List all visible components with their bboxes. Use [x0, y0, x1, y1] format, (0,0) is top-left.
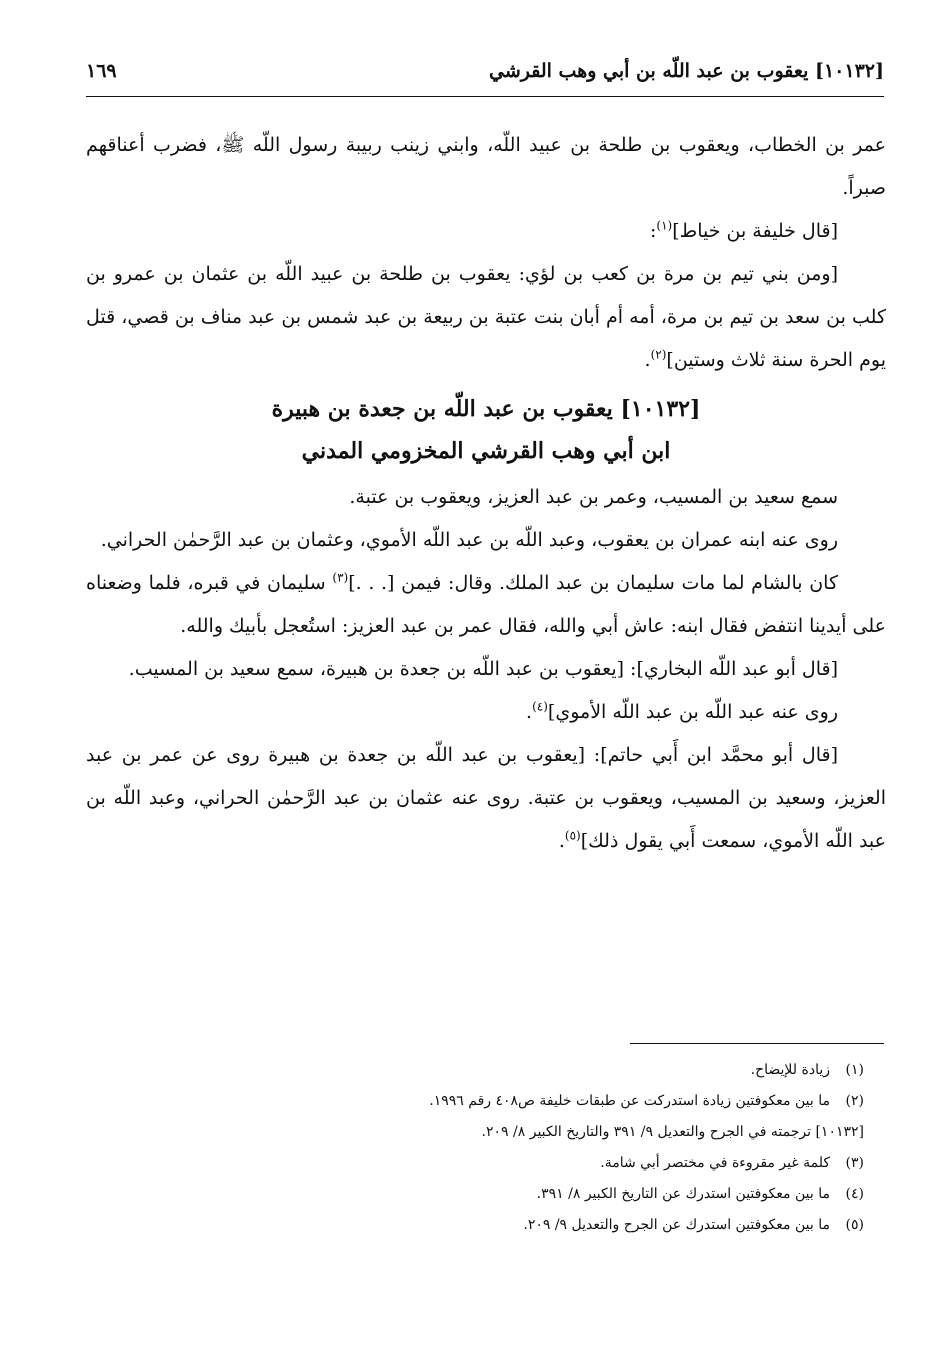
punctuation: .	[558, 830, 565, 852]
footnote-number: (٥)	[845, 1217, 864, 1233]
entry-heading-line-1: [١٠١٣٢] يعقوب بن عبد اللّه بن جعدة بن هبيرة	[271, 396, 701, 422]
quoted-text: [قال أبو محمَّد ابن أَبي حاتم]: [يعقوب بن عبد اللّه بن جعدة بن هبيرة روى عن عمر بن عبد العزيز، وسعيد بن المسيب، ويعقوب بن عتبة. روى عنه عثمان بن عبد الرَّحمٰن الحراني، وعبد اللّه بن عبد اللّه الأموي، سمعت أَبي يقول ذلك]	[86, 744, 886, 852]
paragraph: [قال أبو عبد اللّه البخاري]: [يعقوب بن عبد اللّه بن جعدة بن هبيرة، سمع سعيد بن المسيب.	[128, 658, 838, 680]
running-header	[86, 56, 884, 97]
narrative-text: سليمان في قبره، فلما وضعناه على أيدينا انتفض فقال ابنه: عاش أبي والله، فقال عمر بن عبد العزيز: استُعجل بأبيك والله.	[86, 572, 886, 637]
footnote-separator	[630, 1043, 884, 1044]
paragraph	[86, 210, 886, 253]
narrative-text: كان بالشام لما مات سليمان بن عبد الملك. وقال: فيمن [. . .]	[348, 572, 838, 594]
main-text	[86, 124, 886, 863]
punctuation: .	[644, 349, 651, 371]
footnote-ref: (٢)	[650, 347, 667, 362]
footnote-ref: (٣)	[332, 570, 349, 585]
punctuation: :	[649, 220, 657, 242]
entry-heading	[86, 388, 886, 472]
paragraph	[86, 734, 886, 863]
paragraph: روى عنه ابنه عمران بن يعقوب، وعبد اللّه بن عبد اللّه الأموي، وعثمان بن عبد الرَّحمٰن الحراني.	[100, 529, 838, 551]
footnote-ref: (٥)	[564, 828, 581, 843]
footnote-ref: (٤)	[532, 699, 548, 714]
footnote-text: [١٠١٣٢] ترجمته في الجرح والتعديل ٩/ ٣٩١ والتاريخ الكبير ٨/ ٢٠٩.	[481, 1124, 864, 1140]
paragraph	[86, 253, 886, 382]
footnote-number: (١)	[845, 1062, 864, 1078]
paragraph: عمر بن الخطاب، ويعقوب بن طلحة بن عبيد اللّه، وابني زينب ربيبة رسول اللّه ﷺ، فضرب أعناقهم صبراً.	[86, 134, 886, 199]
entry-heading-line-2: ابن أبي وهب القرشي المخزومي المدني	[301, 438, 671, 464]
page-number: ١٦٩	[86, 60, 117, 82]
quoted-text: [ومن بني تيم بن مرة بن كعب بن لؤي: يعقوب بن طلحة بن عبيد اللّه بن عثمان بن عمرو بن كلب بن سعد بن تيم بن مرة، أمه أم أبان بنت عتبة بن ربيعة بن عبد شمس بن عبد مناف بن قصي، قتل يوم الحرة سنة ثلاث وستين]	[86, 263, 886, 371]
footnote-text: ما بين معكوفتين زيادة استدركت عن طبقات خليفة ص٤٠٨ رقم ١٩٩٦.	[429, 1093, 830, 1109]
footnote-text: ما بين معكوفتين استدرك عن التاريخ الكبير ٨/ ٣٩١.	[536, 1186, 830, 1202]
footnote	[86, 1210, 884, 1241]
paragraph	[86, 691, 886, 734]
footnote	[86, 1086, 884, 1117]
footnote-text: ما بين معكوفتين استدرك عن الجرح والتعديل ٩/ ٢٠٩.	[523, 1217, 830, 1233]
source-citation: [قال خليفة بن خياط]	[672, 220, 838, 242]
footnote-entry-reference	[86, 1117, 884, 1148]
footnote-text: زيادة للإيضاح.	[750, 1062, 830, 1078]
footnote	[86, 1148, 884, 1179]
running-title: [١٠١٣٢] يعقوب بن عبد اللّه بن أبي وهب القرشي	[489, 60, 884, 82]
footnote-number: (٢)	[845, 1093, 864, 1109]
quoted-text: روى عنه عبد اللّه بن عبد اللّه الأموي]	[547, 701, 838, 723]
footnote	[86, 1055, 884, 1086]
paragraph: سمع سعيد بن المسيب، وعمر بن عبد العزيز، ويعقوب بن عتبة.	[349, 486, 838, 508]
paragraph	[86, 562, 886, 648]
footnote-number: (٤)	[845, 1186, 864, 1202]
footnote	[86, 1179, 884, 1210]
footnotes	[86, 1055, 884, 1241]
footnote-number: (٣)	[845, 1155, 864, 1171]
punctuation: .	[526, 701, 533, 723]
footnote-ref: (١)	[656, 218, 673, 233]
footnote-text: كلمة غير مقروءة في مختصر أبي شامة.	[600, 1155, 830, 1171]
